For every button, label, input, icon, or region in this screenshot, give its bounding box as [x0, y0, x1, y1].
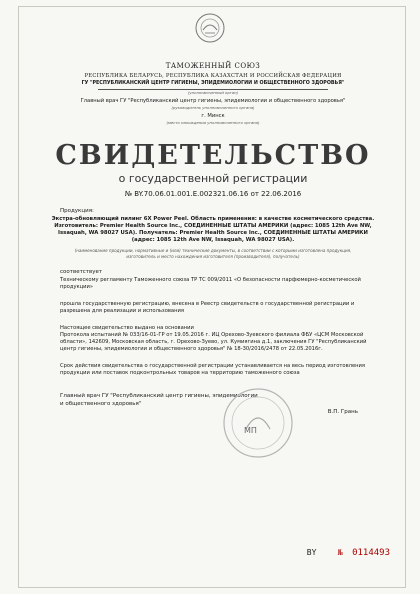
basis-text: Протокола испытаний № 033/16-01-ГР от 19.05.2016 г. ИЦ Орехово-Зуевского филиала ФБУ «ЦСМ Московской области», 142609, Московская область, г. Орехово-Зуево, ул. Кумиягина д.1, заключения ГУ "Республиканский центр гигиены, эпидемиологии и общественного здоровья" № 18-30/2016/2478 от 22.05.2016г. [60, 332, 367, 353]
emblem-icon [194, 12, 226, 44]
compliance-text: Техническому регламенту Таможенного союза ТР ТС 009/2011 «О безопасности парфюмерно-косметической продукции» [60, 277, 361, 291]
serial-prefix: BY [306, 548, 317, 557]
issuing-center: ГУ "РЕСПУБЛИКАНСКИЙ ЦЕНТР ГИГИЕНЫ, ЭПИДЕМИОЛОГИИ И ОБЩЕСТВЕННОГО ЗДОРОВЬЯ" [81, 81, 345, 86]
chief-line: Главный врач ГУ "Республиканский центр гигиены, эпидемиологии и общественного здоровья" [80, 98, 346, 104]
signature-block [28, 393, 398, 453]
stamp-label: МП [244, 426, 257, 436]
chief-hint: (руководитель уполномоченного органа) [171, 105, 255, 110]
center-hint: (уполномоченный орган) [187, 90, 239, 95]
union-title: ТАМОЖЕННЫЙ СОЮЗ [165, 62, 261, 70]
certificate-number: № BY.70.06.01.001.Е.002321.06.16 от 22.06.2016 [124, 190, 302, 198]
member-states: РЕСПУБЛИКА БЕЛАРУСЬ, РЕСПУБЛИКА КАЗАХСТАН И РОССИЙСКАЯ ФЕДЕРАЦИЯ [84, 73, 342, 79]
serial-value: 0114493 [352, 548, 390, 558]
validity-text: Срок действия свидетельства о государственной регистрации устанавливается на весь период изготовления продукции или поставок подконтрольных товаров на территорию таможенного союза [60, 363, 366, 377]
document-title: СВИДЕТЕЛЬСТВО [55, 140, 371, 171]
serial-number [307, 548, 390, 558]
serial-no-sign: № [337, 548, 343, 557]
registration-text: прошла государственную регистрацию, внесена в Реестр свидетельств о государственной регистрации и разрешена для реализации и использования [60, 301, 355, 315]
product-label: Продукция: [60, 208, 94, 214]
signer-position: Главный врач ГУ "Республиканский центр гигиены, эпидемиологии и общественного здоровья" [60, 393, 258, 407]
product-description: Экстра-обновляющий пилинг 6X Power Peel. Область применения: в качестве косметического средства. Изготовитель: Premier Health Source Inc., СОЕДИНЕННЫЕ ШТАТЫ АМЕРИКИ (адрес: 1085 12th Ave NW, Issaquah, WA 98027 USA). Получатель: Premier Health Source Inc., СОЕДИНЕННЫЕ ШТАТЫ АМЕРИКИ (адрес: 1085 12th Ave NW, Issaquah, WA 98027 USA). [51, 216, 375, 243]
basis-label: Настоящее свидетельство выдано на основании [60, 325, 194, 332]
document-subtitle: о государственной регистрации [118, 172, 308, 185]
signer-name: В.П. Грань [327, 409, 358, 416]
seal-stamp-icon [218, 383, 298, 463]
city-line: г. Минск [201, 113, 225, 119]
compliance-label: соответствует [60, 269, 103, 276]
city-hint: (место нахождения уполномоченного органа) [166, 120, 260, 125]
product-note: (наименование продукции, нормативные и (или) технические документы, в соответствии с которыми изготовлена продукция, изготовитель и место нахождения изготовителя (производителя), получатель) [74, 248, 352, 259]
